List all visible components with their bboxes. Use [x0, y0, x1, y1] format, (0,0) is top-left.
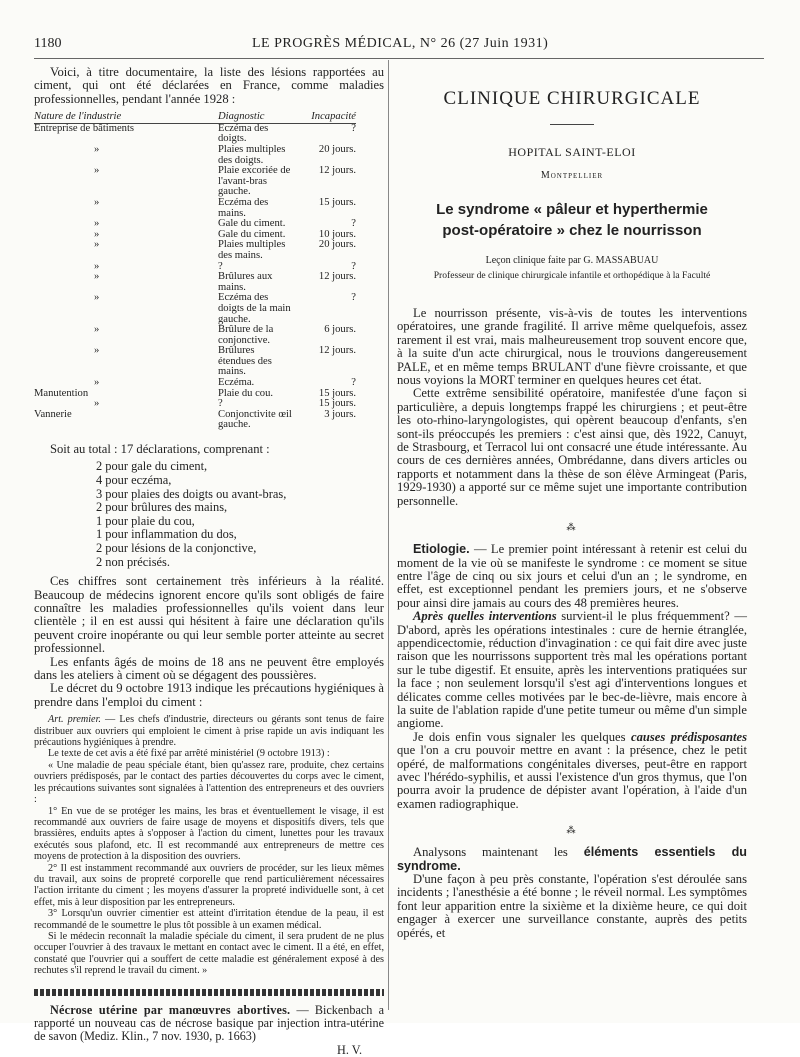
- incapacity-cell: ?: [351, 377, 356, 389]
- diagnosis-cell: Plaies multiples des doigts.: [218, 144, 286, 166]
- avis-intro: Le texte de cet avis a été fixé par arrêté ministériel (9 octobre 1913) :: [48, 748, 330, 760]
- diagnosis-cell: Brûlure de la conjonctive.: [218, 324, 274, 346]
- necrose-title: Nécrose utérine par manœuvres abortives.: [50, 1002, 291, 1017]
- paragraph-enfants: Les enfants âgés de moins de 18 ans ne peuvent être employés dans les ateliers à ciment où se dégagent des poussières.: [34, 654, 384, 683]
- paragraph-decret: Le décret du 9 octobre 1913 indique les précautions hygiéniques à prendre dans l'emploi du ciment :: [34, 681, 384, 709]
- section-asterism: ⁂: [566, 825, 578, 836]
- table-row: [34, 399, 356, 410]
- incapacity-cell: ?: [351, 292, 356, 304]
- table-row: [34, 262, 356, 273]
- list-item: 3 pour plaies des doigts ou avant-bras,: [96, 486, 287, 501]
- dotted-separator: [34, 989, 384, 996]
- causes-text: que l'on a cru pouvoir mettre en avant : la présence, chez le petit opéré, de malformations congénitales diverses, peut-être en rapport avec l'hérédo-syphilis, et aussi l'existence d'un gros thymus, que l'on pourra avoir la prudence de dépister avant l'opération, à l'aide d'un examen radiographique.: [397, 743, 747, 811]
- avis-paragraph: 1° En vue de se protéger les mains, les bras et éventuellement le visage, il est recommandé aux ouvriers de faire usage de moyens et dispositifs divers, tels que brassières, enduits aptes à s'opposer à l'action du ciment, lunettes pour les travaux exécutés sous plafond, etc. Il est recommandé aux entrepreneurs de mettre ces moyens de protection à la disposition des ouvriers.: [34, 805, 384, 863]
- causes-heading: causes prédisposantes: [630, 729, 747, 744]
- table-row: [34, 198, 356, 219]
- diagnosis-cell: Plaies multiples des mains.: [218, 239, 286, 261]
- header-rule: [34, 58, 764, 59]
- article-text: — Les chefs d'industrie, directeurs ou gérants sont tenus de faire distribuer aux ouvriers qui emploient le ciment à prise rapide un avis indiquant les précautions hygiéniques à prendre.: [34, 714, 384, 749]
- analysons-intro: Analysons maintenant les: [413, 845, 584, 860]
- incapacity-cell: ?: [351, 122, 356, 134]
- table-row: [34, 325, 356, 346]
- interventions-text: survient-il le plus fréquemment? — D'abord, après les opérations intestinales : cure de hernie étranglée, appendicectomie, réduction d'invagination : ce qui fait dire avec juste raison que les nourrissons supportent très mal les opérations portant sur le tube digestif. Et ensuite, après les interventions pratiquées sur la face ; non seulement lorsqu'il s'est agi d'interventions longues et délicates comme celles motivées par le bec-de-lièvre, mais encore à la suite de l'ablation rapide d'une petite tumeur ou même d'un simple angiome.: [397, 609, 747, 731]
- table-row: [34, 123, 356, 145]
- list-item: 4 pour eczéma,: [96, 473, 172, 488]
- paragraph-symptomes: D'une façon à peu près constante, l'opération s'est déroulée sans incidents ; l'anesthésie a été bonne ; le réveil normal. Les symptômes font leur apparition entre la sixième et la dixième heure, ce qui doit engager à exercer une surveillance constante, auprès des petits opérés, et: [397, 872, 747, 940]
- table-row: [34, 293, 356, 325]
- intro-paragraph: Voici, à titre documentaire, la liste des lésions rapportées au ciment, qui ont été déclarées en France, comme maladies professionnelles, pendant l'année 1928 :: [34, 65, 384, 106]
- article-label: Art. premier.: [48, 714, 101, 726]
- industry-cell: »: [94, 345, 100, 357]
- industry-cell: »: [94, 218, 100, 230]
- incapacity-cell: 15 jours.: [318, 398, 356, 410]
- diagnosis-cell: Eczéma des doigts.: [218, 122, 269, 145]
- paragraph-history: Cette extrême sensibilité opératoire, manifestée d'une façon si particulière, a depuis longtemps frappé les chirurgiens ; et peut-être les oto-rhino-laryngologistes, qui opèrent beaucoup d'enfants, s'en sont-ils préoccupés les premiers : c'est ainsi que, dès 1922, Canuyt, de Strasbourg, et Terracol lui ont consacré une étude intéressante. Au cours de ces dernières années, Ombrédanne, dans divers articles ou rapports et notamment dans la thèse de son élève Armingeat (Paris, 1929-1930) a apporté sur ce même sujet une importante contribution personnelle.: [397, 386, 747, 508]
- right-column: [397, 66, 747, 940]
- industry-cell: »: [94, 398, 100, 410]
- industry-cell: »: [94, 324, 100, 336]
- table-row: [34, 272, 356, 293]
- analysons-heading: éléments essentiels du syndrome.: [397, 845, 747, 873]
- diagnosis-cell: Conjonctivite œil gauche.: [218, 408, 292, 431]
- diagnosis-cell: Brûlures étendues des mains.: [218, 345, 272, 378]
- table-row: [34, 219, 356, 230]
- page-number: 1180: [34, 36, 62, 51]
- table-row: [34, 230, 356, 241]
- incapacity-cell: 6 jours.: [324, 324, 356, 336]
- table-row: [34, 240, 356, 261]
- lesions-table-body: [34, 123, 356, 431]
- lesions-table: [34, 112, 356, 431]
- paragraph-interventions: [397, 610, 747, 731]
- industry-cell: »: [94, 228, 100, 240]
- incapacity-cell: 20 jours.: [318, 144, 356, 155]
- list-item: 2 non précisés.: [96, 554, 170, 569]
- list-item: 2 pour gale du ciment,: [96, 459, 208, 474]
- hospital-name: HOPITAL SAINT-ELOI: [508, 145, 636, 159]
- diagnosis-cell: ?: [218, 260, 223, 272]
- table-row: [34, 346, 356, 378]
- paragraph-intro: Le nourrisson présente, vis-à-vis de toutes les interventions opératoires, une grande fragilité. Il arrive même quelquefois, assez rarement il est vrai, mais malheureusement trop souvent encore que, à la suite d'un acte chirurgical, nous le trouvions dangereusement PALE, et en même temps BRULANT d'une fièvre croissante, et que nous voyions la MORT terminer en quelques heures cet état.: [397, 306, 747, 388]
- industry-cell: Entreprise de bâtiments: [34, 122, 135, 134]
- hospital-city: Montpellier: [540, 170, 604, 181]
- paragraph-analysons: [397, 846, 747, 873]
- column-header-diagnosis: Diagnostic: [212, 112, 294, 123]
- table-header-row: [34, 112, 356, 123]
- incapacity-cell: 15 jours.: [318, 196, 356, 208]
- incapacity-cell: 3 jours.: [324, 408, 356, 420]
- diagnosis-cell: Gale du ciment.: [218, 228, 286, 240]
- incapacity-cell: ?: [351, 218, 356, 230]
- totals-list: [96, 460, 384, 569]
- industry-cell: »: [94, 239, 100, 251]
- table-row: [34, 410, 356, 431]
- diagnosis-cell: ?: [218, 398, 223, 410]
- paragraph-etiologie: [397, 543, 747, 610]
- causes-intro: Je dois enfin vous signaler les quelques: [413, 729, 631, 744]
- industry-cell: Vannerie: [34, 408, 72, 420]
- diagnosis-cell: Plaie du cou.: [218, 387, 274, 399]
- diagnosis-cell: Eczéma des mains.: [218, 196, 269, 219]
- running-title: LE PROGRÈS MÉDICAL, N° 26 (27 Juin 1931): [252, 36, 549, 51]
- industry-cell: »: [94, 271, 100, 283]
- incapacity-cell: 15 jours.: [318, 387, 356, 399]
- section-title: CLINIQUE CHIRURGICALE: [443, 88, 701, 109]
- etiologie-text: — Le premier point intéressant à retenir est celui du moment de la vie où se manifeste le syndrome : ce moment se situe entre l'âge de cinq ou six jours et celui d'un an ; le syndrome, en effet, est exceptionnel pendant les premiers jours, et ne s'observe pour ainsi dire jamais au cours des 48 premières heures.: [397, 542, 747, 610]
- article-premier: [34, 714, 384, 748]
- etiologie-heading: Etiologie.: [413, 542, 470, 557]
- necrose-note: [34, 1004, 384, 1044]
- section-asterism: ⁂: [566, 522, 578, 533]
- article-title: [397, 199, 747, 241]
- list-item: 2 pour brûlures des mains,: [96, 500, 228, 515]
- article-title-line: post-opératoire » chez le nourrisson: [442, 222, 702, 239]
- incapacity-cell: 12 jours.: [318, 271, 356, 283]
- diagnosis-cell: Eczéma.: [218, 377, 255, 389]
- incapacity-cell: 12 jours.: [318, 165, 356, 177]
- necrose-text: — Bickenbach a rapporté un nouveau cas de nécrose basique par injection intra-utérine de savon (Mediz. Klin., 7 nov. 1930, p. 1663): [34, 1002, 385, 1044]
- column-header-industry: Nature de l'industrie: [34, 112, 212, 123]
- industry-cell: Manutention: [34, 387, 89, 399]
- column-header-incapacity: Incapacité: [294, 112, 356, 123]
- industry-cell: »: [94, 377, 100, 389]
- totals-intro: Soit au total : 17 déclarations, comprenant :: [50, 442, 270, 457]
- incapacity-cell: ?: [351, 260, 356, 272]
- diagnosis-cell: Brûlures aux mains.: [218, 271, 273, 293]
- left-column: [34, 66, 384, 1057]
- necrose-signature: H. V.: [337, 1042, 362, 1057]
- paragraph-chiffres: Ces chiffres sont certainement très inférieurs à la réalité. Beaucoup de médecins ignorent encore qu'ils sont obligés de faire connaître les maladies professionnelles qu'ils voient dans leur clientèle ; il en est aussi qui hésitent à faire une déclaration qu'ils peuvent croire inopérante ou qui leur semble porter atteinte au secret professionnel.: [34, 574, 384, 656]
- incapacity-cell: 12 jours.: [318, 345, 356, 357]
- incapacity-cell: 20 jours.: [318, 239, 356, 251]
- diagnosis-cell: Gale du ciment.: [218, 218, 286, 230]
- table-row: [34, 166, 356, 198]
- column-divider: [388, 60, 389, 1010]
- list-item: 1 pour plaie du cou,: [96, 513, 195, 528]
- page-header: [34, 36, 764, 54]
- industry-cell: »: [94, 292, 100, 304]
- industry-cell: »: [94, 165, 100, 177]
- incapacity-cell: 10 jours.: [318, 228, 356, 240]
- avis-paragraph: 3° Lorsqu'un ouvrier cimentier est atteint d'irritation étendue de la peau, il est recommandé de le soumettre le plus tôt possible à un examen médical.: [34, 908, 384, 931]
- avis-paragraph: Si le médecin reconnaît la maladie spéciale du ciment, il sera prudent de ne plus occuper l'ouvrier à des travaux le mettant en contact avec le ciment. Il a été, en effet, constaté que l'ouvrier qui a souffert de cette maladie est généralement exposé à des rechutes s'il reprend le travail du ciment. »: [34, 930, 384, 977]
- lecture-byline: Leçon clinique faite par G. MASSABUAU: [485, 255, 659, 266]
- table-row: [34, 145, 356, 166]
- avis-paragraph: « Une maladie de peau spéciale étant, bien qu'assez rare, produite, chez certains ouvriers prédisposés, par le contact des parties découvertes du corps avec le ciment, les précautions suivantes sont signalées à l'attention des entrepreneurs et des ouvriers :: [34, 759, 384, 806]
- table-row: [34, 389, 356, 400]
- paragraph-causes: [397, 731, 747, 811]
- industry-cell: »: [94, 144, 100, 155]
- avis-paragraph: 2° Il est instamment recommandé aux ouvriers de procéder, sur les lieux mêmes du travail, aux soins de propreté corporelle que rend particulièrement nécessaires l'action irritante du ciment ; les moyens d'assurer la propreté individuelle sont, à cet effet, mis à leur disposition par les entrepreneurs.: [34, 862, 384, 908]
- list-item: 1 pour inflammation du dos,: [96, 527, 237, 542]
- industry-cell: »: [94, 196, 100, 208]
- title-rule: [550, 124, 594, 125]
- industry-cell: »: [94, 260, 100, 272]
- list-item: 2 pour lésions de la conjonctive,: [96, 541, 257, 555]
- interventions-heading: Après quelles interventions: [413, 609, 557, 624]
- article-title-line: Le syndrome « pâleur et hyperthermie: [436, 201, 708, 218]
- author-affiliation: Professeur de clinique chirurgicale infantile et orthopédique à la Faculté: [433, 270, 711, 281]
- diagnosis-cell: Eczéma des doigts de la main gauche.: [218, 292, 291, 325]
- diagnosis-cell: Plaie excoriée de l'avant-bras gauche.: [218, 165, 291, 198]
